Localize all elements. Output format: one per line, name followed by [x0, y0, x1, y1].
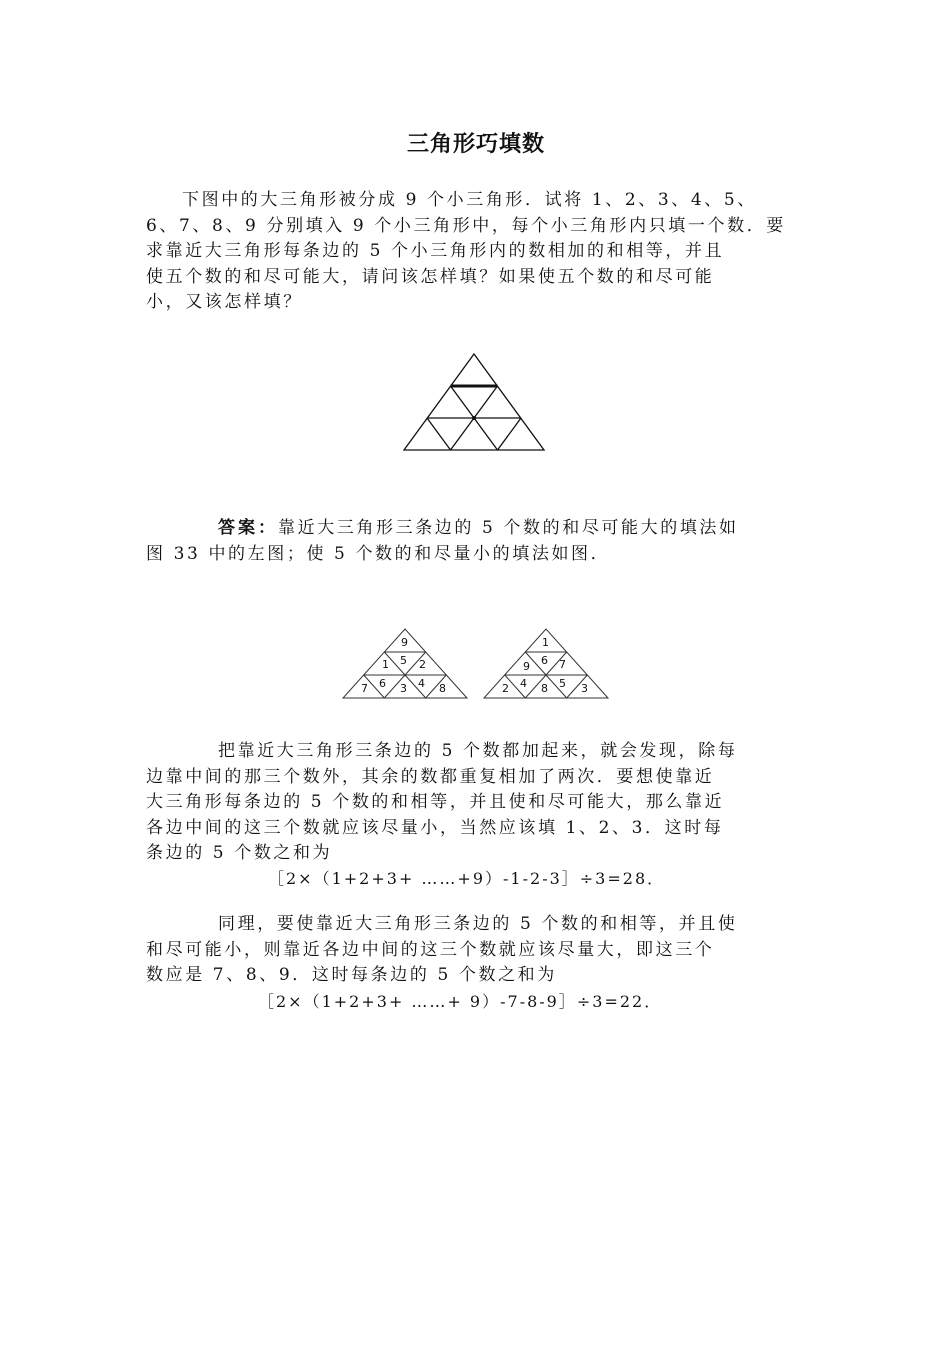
- explanation-line: 和尽可能小，则靠近各边中间的这三个数就应该尽量大，即这三个: [146, 939, 715, 960]
- right-filled-triangle: [483, 628, 609, 700]
- explanation-line: 边靠中间的那三个数外，其余的数都重复相加了两次．要想使靠近: [146, 766, 715, 787]
- left-cell-top: 9: [401, 636, 408, 649]
- left-cell-bottom-2: 6: [379, 677, 386, 690]
- explanation-paragraph-2: [146, 912, 806, 989]
- right-cell-bottom-3: 8: [541, 682, 548, 695]
- question-paragraph: [146, 188, 806, 316]
- explanation-line: 同理，要使靠近大三角形三条边的 5 个数的和相等，并且使: [218, 914, 738, 934]
- question-line: 求靠近大三角形每条边的 5 个小三角形内的数相加的和相等，并且: [146, 241, 725, 261]
- explanation-line: 数应是 7、8、9．这时每条边的 5 个数之和为: [146, 965, 557, 985]
- answer-text: 图 33 中的左图；使 5 个数的和尽量小的填法如图．: [146, 543, 611, 564]
- inner-line: [498, 418, 522, 450]
- explanation-paragraph-1: [146, 739, 806, 867]
- formula-max-sum: ［2×（1+2+3+ ……+9）-1-2-3］÷3=28．: [268, 869, 666, 888]
- left-cell-middle-left: 1: [382, 658, 389, 671]
- right-cell-middle-left: 9: [523, 660, 530, 673]
- right-cell-top: 1: [542, 636, 549, 649]
- right-cell-bottom-1: 2: [502, 682, 509, 695]
- explanation-line: 把靠近大三角形三条边的 5 个数都加起来，就会发现，除每: [218, 741, 738, 761]
- right-cell-middle-center: 6: [541, 654, 548, 667]
- left-cell-middle-center: 5: [400, 654, 407, 667]
- left-cell-bottom-3: 3: [400, 682, 407, 695]
- question-line: 使五个数的和尽可能大，请问该怎样填？如果使五个数的和尽可能: [146, 266, 715, 287]
- right-cell-middle-right: 7: [559, 658, 566, 671]
- explanation-line: 大三角形每条边的 5 个数的和相等，并且使和尽可能大，那么靠近: [146, 792, 725, 812]
- blank-triangle-diagram: [402, 352, 546, 452]
- question-line: 小，又该怎样填？: [146, 292, 303, 312]
- left-cell-bottom-5: 8: [439, 682, 446, 695]
- answer-paragraph: [146, 516, 806, 567]
- explanation-line: 条边的 5 个数之和为: [146, 843, 333, 863]
- left-filled-triangle: [342, 628, 468, 700]
- outer-triangle: [404, 354, 544, 450]
- left-cell-bottom-1: 7: [361, 682, 368, 695]
- page-title: 三角形巧填数: [406, 132, 545, 157]
- formula-min-sum: ［2×（1+2+3+ ……+ 9）-7-8-9］÷3=22．: [258, 992, 663, 1011]
- explanation-line: 各边中间的这三个数就应该尽量小，当然应该填 1、2、3．这时每: [146, 817, 724, 838]
- question-line: 6、7、8、9 分别填入 9 个小三角形中，每个小三角形内只填一个数．要: [146, 215, 786, 236]
- inner-line: [427, 418, 451, 450]
- center-dot: [472, 416, 476, 420]
- left-cell-middle-right: 2: [419, 658, 426, 671]
- left-cell-bottom-4: 4: [418, 677, 425, 690]
- right-cell-bottom-2: 4: [520, 677, 527, 690]
- right-cell-bottom-5: 3: [581, 682, 588, 695]
- answer-text: 靠近大三角形三条边的 5 个数的和尽可能大的填法如: [278, 518, 739, 538]
- question-line: 下图中的大三角形被分成 9 个小三角形．试将 1、2、3、4、5、: [182, 190, 757, 210]
- answer-label: 答案：: [218, 518, 278, 538]
- right-cell-bottom-4: 5: [559, 677, 566, 690]
